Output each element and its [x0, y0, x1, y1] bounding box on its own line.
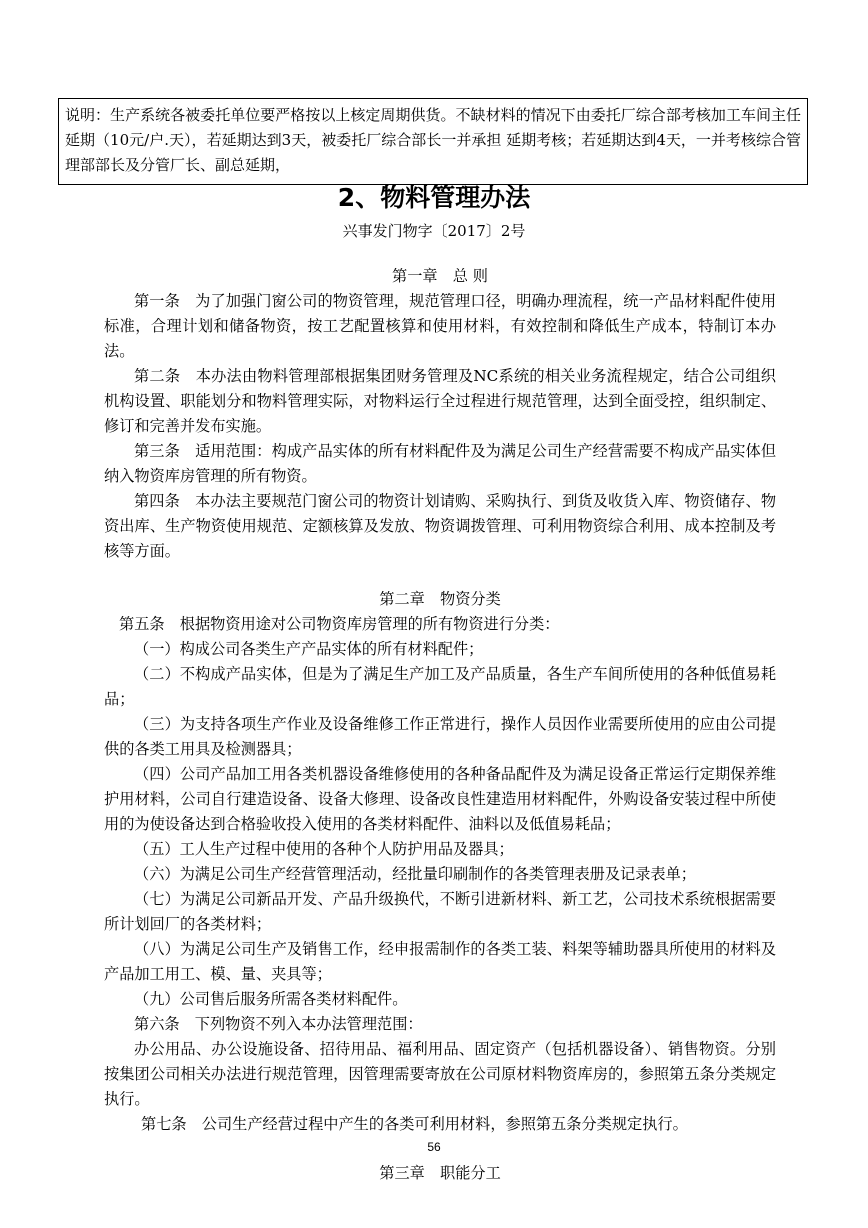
page-title: 2、物料管理办法 — [337, 183, 531, 212]
chapter-heading: 第一章 总 则 — [392, 267, 488, 285]
article-paragraph: 办公用品、办公设施设备、招待用品、福利用品、固定资产（包括机器设备）、销售物资。分别按集团公司相关办法进行规范管理，因管理需要寄放在公司原材料物资库房的，参照第五条分类规定执行。 — [104, 1040, 776, 1108]
article-paragraph: 第三条 适用范围：构成产品实体的所有材料配件及为满足公司生产经营需要不构成产品实体但纳入物资库房管理的所有物资。 — [104, 442, 776, 485]
document-body — [104, 264, 776, 1186]
note-box: 说明：生产系统各被委托单位要严格按以上核定周期供货。不缺材料的情况下由委托厂综合部考核加工车间主任延期（10元/户.天），若延期达到3天，被委托厂综合部长一并承担 延期考核；若延期达到4天，一并考核综合管理部部长及分管厂长、副总延期， — [58, 98, 808, 185]
list-item: （七）为满足公司新品开发、产品升级换代，不断引进新材料、新工艺，公司技术系统根据需要所计划回厂的各类材料； — [104, 890, 776, 933]
list-item: （一）构成公司各类生产产品实体的所有材料配件； — [134, 640, 484, 658]
list-item: （二）不构成产品实体，但是为了满足生产加工及产品质量，各生产车间所使用的各种低值易耗品； — [104, 665, 776, 708]
article-paragraph: 第二条 本办法由物料管理部根据集团财务管理及NC系统的相关业务流程规定，结合公司组织机构设置、职能划分和物料管理实际，对物料运行全过程进行规范管理，达到全面受控，组织制定、修订和完善并发布实施。 — [104, 367, 776, 435]
chapter-heading: 第二章 物资分类 — [379, 590, 501, 608]
list-item: （三）为支持各项生产作业及设备维修工作正常进行，操作人员因作业需要所使用的应由公司提供的各类工用具及检测器具； — [104, 715, 776, 758]
list-item: （八）为满足公司生产及销售工作，经申报需制作的各类工装、料架等辅助器具所使用的材料及产品加工用工、模、量、夹具等； — [104, 940, 776, 983]
article-paragraph: 第一条 为了加强门窗公司的物资管理，规范管理口径，明确办理流程，统一产品材料配件使用标准，合理计划和储备物资，按工艺配置核算和使用材料，有效控制和降低生产成本，特制订本办法。 — [104, 292, 776, 360]
chapter-heading: 第三章 职能分工 — [379, 1164, 501, 1182]
list-item: （四）公司产品加工用各类机器设备维修使用的各种备品配件及为满足设备正常运行定期保养维护用材料，公司自行建造设备、设备大修理、设备改良性建造用材料配件，外购设备安装过程中所使用的为使设备达到合格验收投入使用的各类材料配件、油料以及低值易耗品； — [104, 765, 776, 833]
article-paragraph: 第四条 本办法主要规范门窗公司的物资计划请购、采购执行、到货及收货入库、物资储存、物资出库、生产物资使用规范、定额核算及发放、物资调拨管理、可利用物资综合利用、成本控制及考核等方面。 — [104, 492, 776, 560]
article-paragraph: 第七条 公司生产经营过程中产生的各类可利用材料，参照第五条分类规定执行。 — [141, 1115, 688, 1133]
article-paragraph: 第五条 根据物资用途对公司物资库房管理的所有物资进行分类： — [119, 615, 560, 633]
document-number: 兴事发门物字〔2017〕2号 — [342, 222, 526, 240]
list-item: （六）为满足公司生产经营管理活动，经批量印刷制作的各类管理表册及记录表单； — [134, 865, 696, 883]
article-paragraph: 第六条 下列物资不列入本办法管理范围： — [134, 1015, 423, 1033]
page-number: 56 — [427, 1140, 441, 1154]
list-item: （五）工人生产过程中使用的各种个人防护用品及器具； — [134, 840, 514, 858]
list-item: （九）公司售后服务所需各类材料配件。 — [134, 990, 408, 1008]
